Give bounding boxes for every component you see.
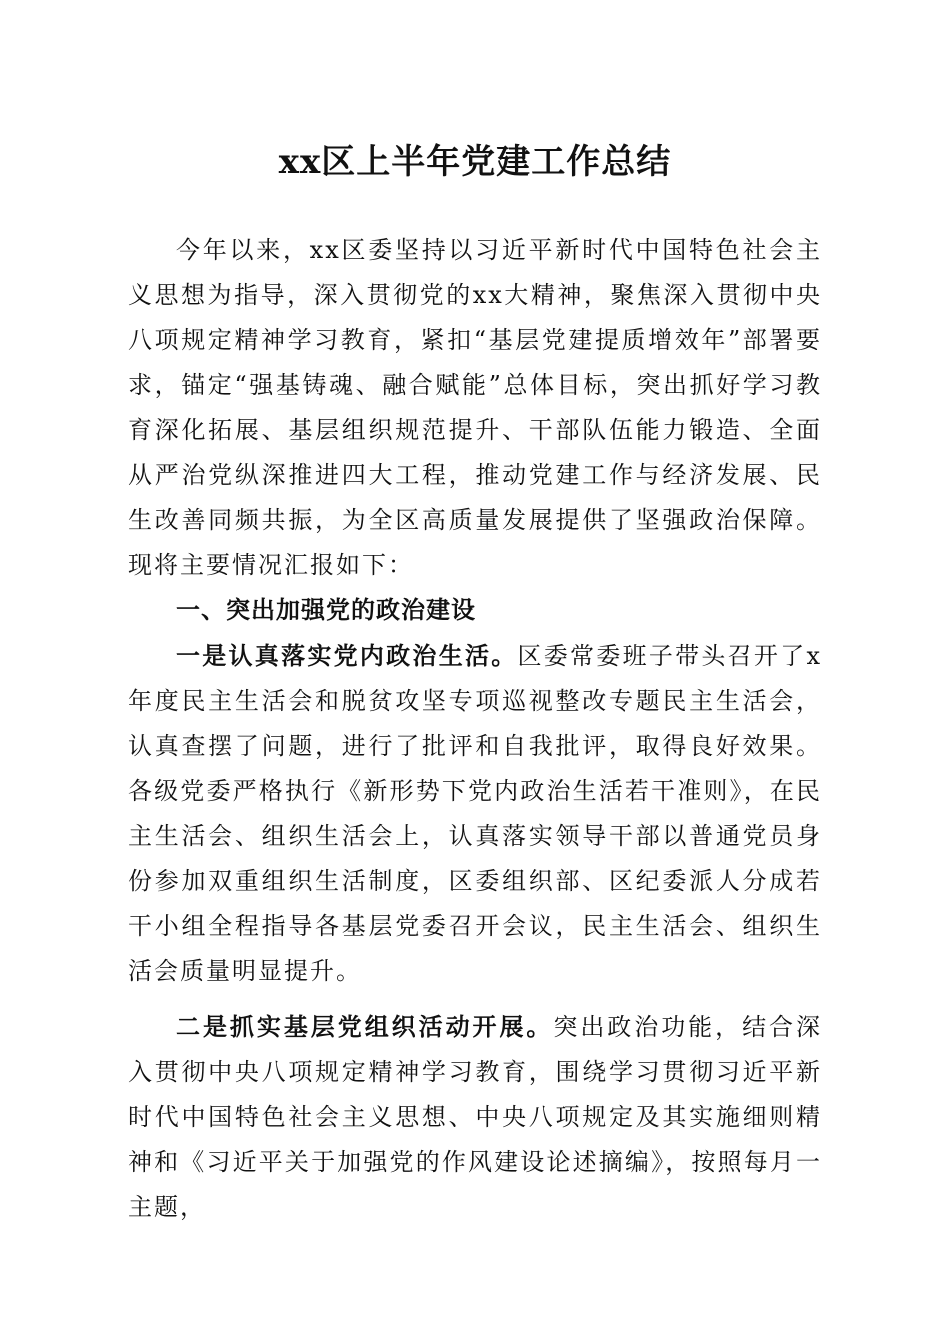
section-heading: 一、突出加强党的政治建设 [176, 596, 476, 624]
document-body [128, 228, 822, 1230]
paragraph-lead: 二是抓实基层党组织活动开展。 [176, 1012, 554, 1041]
paragraph-political-life [128, 633, 822, 994]
paragraph-text: 突出政治功能，结合深入贯彻中央八项规定精神学习教育，围绕学习贯彻习近平新时代中国特色社会主义思想、中央八项规定及其实施细则精神和《习近平关于加强党的作风建设论述摘编》，按照每月一主题， [128, 1013, 822, 1221]
paragraph-gap [128, 994, 822, 1004]
paragraph-grassroots-activities [128, 1004, 822, 1230]
paragraph-text: 区委常委班子带头召开了x年度民主生活会和脱贫攻坚专项巡视整改专题民主生活会，认真查摆了问题，进行了批评和自我批评，取得良好效果。各级党委严格执行《新形势下党内政治生活若干准则》，在民主生活会、组织生活会上，认真落实领导干部以普通党员身份参加双重组织生活制度，区委组织部、区纪委派人分成若干小组全程指导各基层党委召开会议，民主生活会、组织生活会质量明显提升。 [128, 642, 822, 985]
intro-paragraph: 今年以来，xx区委坚持以习近平新时代中国特色社会主义思想为指导，深入贯彻党的xx大精神，聚焦深入贯彻中央八项规定精神学习教育，紧扣“基层党建提质增效年”部署要求，锚定“强基铸魂、融合赋能”总体目标，突出抓好学习教育深化拓展、基层组织规范提升、干部队伍能力锻造、全面从严治党纵深推进四大工程，推动党建工作与经济发展、民生改善同频共振，为全区高质量发展提供了坚强政治保障。现将主要情况汇报如下： [128, 236, 822, 579]
paragraph-lead: 一是认真落实党内政治生活。 [176, 641, 518, 670]
document-title: xx区上半年党建工作总结 [278, 142, 672, 182]
